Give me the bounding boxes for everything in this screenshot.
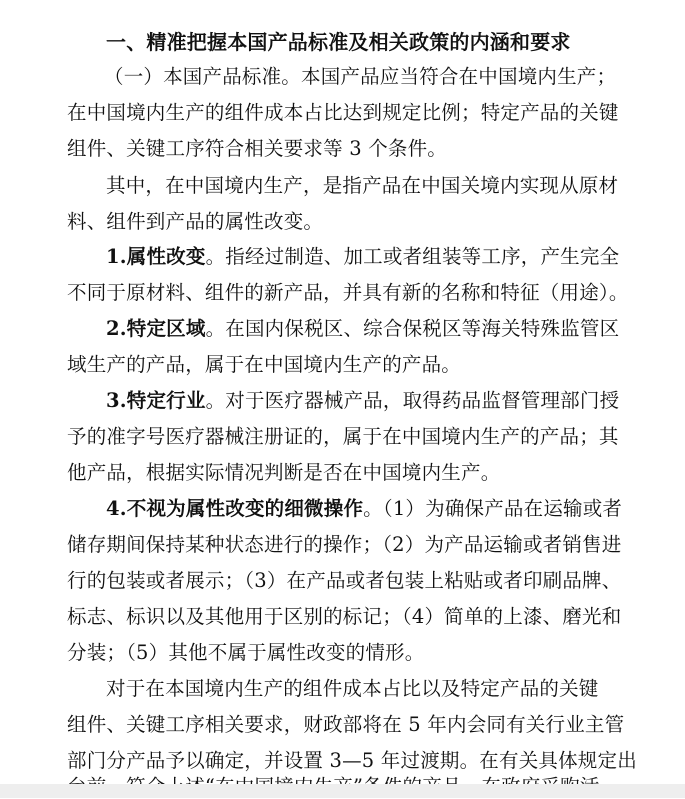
item2-text: 。在国内保税区、综合保税区等海关特殊监管区 (205, 317, 620, 340)
item1-text: 。指经过制造、加工或者组装等工序，产生完全 (205, 245, 620, 268)
section1-line-2: 在中国境内生产的组件成本占比达到规定比例；特定产品的关键 (67, 101, 619, 124)
para2-line-1: 其中，在中国境内生产，是指产品在中国关境内实现从原材 (106, 174, 619, 197)
item3-line-2: 予的准字号医疗器械注册证的，属于在中国境内生产的产品；其 (67, 425, 619, 448)
item4-line-3: 行的包装或者展示；（3）在产品或者包装上粘贴或者印刷品牌、 (67, 569, 622, 592)
item4-line-4: 标志、标识以及其他用于区别的标记；（4）简单的上漆、磨光和 (67, 605, 622, 628)
section1-line-3: 组件、关键工序符合相关要求等 3 个条件。 (67, 137, 448, 160)
item2-title: 2.特定区域 (106, 317, 206, 340)
para-last-line-1: 对于在本国境内生产的组件成本占比以及特定产品的关键 (106, 677, 599, 700)
item4-line-2: 储存期间保持某种状态进行的操作；（2）为产品运输或者销售进 (67, 533, 622, 556)
item3-line-3: 他产品，根据实际情况判断是否在中国境内生产。 (67, 461, 501, 484)
item1-line-2: 不同于原材料、组件的新产品，并具有新的名称和特征（用途）。 (67, 281, 629, 304)
para2-line-2: 料、组件到产品的属性改变。 (67, 210, 324, 233)
item2-line-2: 域生产的产品，属于在中国境内生产的产品。 (67, 353, 462, 376)
item4-line-1 (106, 497, 622, 521)
item1-line-1 (106, 245, 619, 269)
para-last-line-2: 组件、关键工序相关要求，财政部将在 5 年内会同有关行业主管 (67, 713, 625, 736)
para-last-line-3: 部门分产品予以确定，并设置 3—5 年过渡期。在有关具体规定出 (67, 749, 637, 772)
item4-title: 4.不视为属性改变的细微操作 (106, 497, 364, 520)
section1-line-1: （一）本国产品标准。本国产品应当符合在中国境内生产； (104, 65, 617, 88)
item1-title: 1.属性改变 (106, 245, 206, 268)
item4-line-5: 分装；（5）其他不属于属性改变的情形。 (67, 641, 425, 664)
item3-line-1 (106, 389, 619, 413)
item3-title: 3.特定行业 (106, 389, 206, 412)
item4-text: 。（1）为确保产品在运输或者 (363, 497, 623, 520)
item3-text: 。对于医疗器械产品，取得药品监督管理部门授 (205, 389, 620, 412)
item2-line-1 (106, 317, 619, 341)
bottom-page-edge (0, 784, 685, 798)
section-heading: 一、精准把握本国产品标准及相关政策的内涵和要求 (106, 30, 571, 54)
